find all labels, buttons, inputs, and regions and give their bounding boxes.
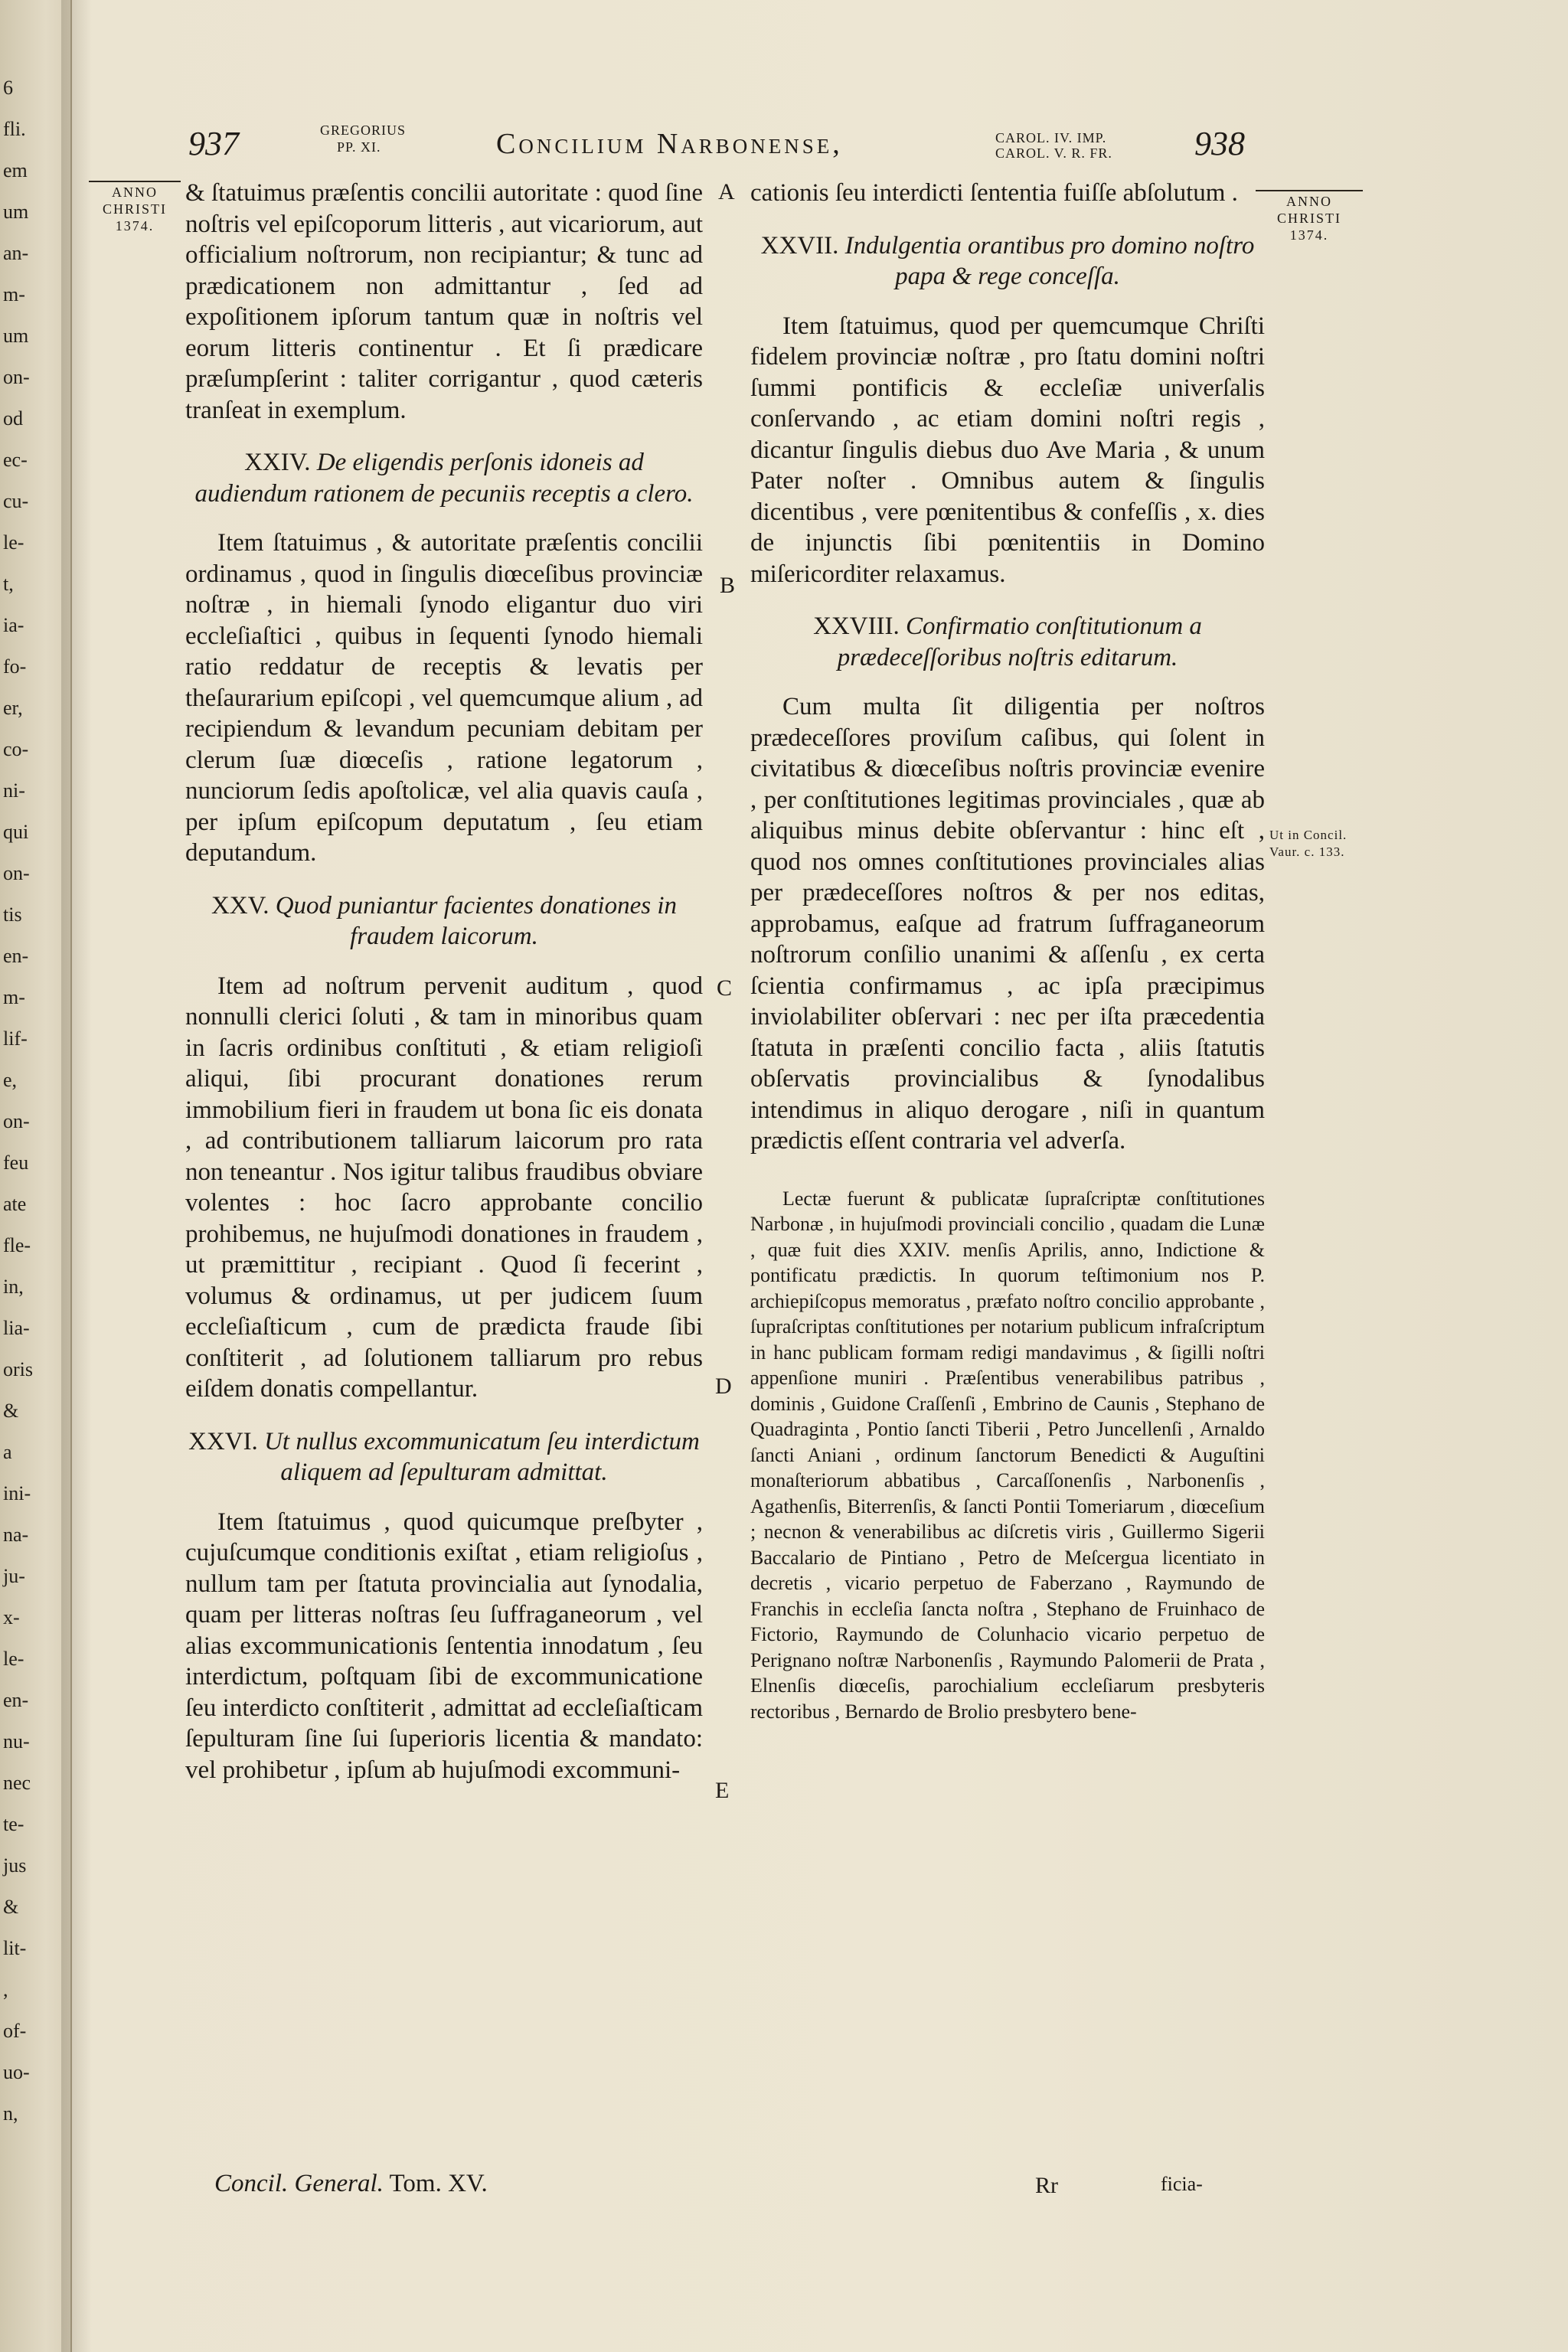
- facing-page-fragment: m-: [3, 283, 25, 305]
- header-emperor: CAROL. IV. IMP.: [995, 130, 1107, 145]
- anno-label: ANNO: [1286, 194, 1332, 209]
- facing-page-fragment: od: [3, 407, 23, 430]
- paragraph: Cum multa ſit diligentia per noſtros prædeceſſores proviſum caſibus, qui ſolent in civitatibus & diœceſibus noſtris provinciæ evenire , per conſtitutiones legitimas provinciales , quæ ab aliquibus minus debite obſervantur : hinc eſt , quod nos omnes conſtitutiones provinciales alias per prædeceſſores noſtros & per nos editas, approbamus, eaſque ad fratrum ſuffraganeorum noſtrorum conſilio unanimi & aſſenſu , ex certa ſcientia confirmamus , ac ipſa præcipimus inviolabiliter obſervari : nec per iſta præcedentia ſtatuta in præſenti concilio facta , aliis ſtatutis obſervatis provincialibus & ſynodalibus intendimus in aliquo derogare , niſi in quantum prædictis eſſent contraria vel adverſa.: [750, 693, 1265, 1155]
- facing-page-fragment: lit-: [3, 1937, 27, 1959]
- facing-page-fragment: x-: [3, 1606, 20, 1628]
- signature-mark: Rr: [1035, 2173, 1058, 2198]
- facing-page-fragment: nec: [3, 1772, 31, 1794]
- section-title: Ut nullus excommunicatum ſeu interdictum aliquem ad ſepulturam admittat.: [264, 1427, 700, 1486]
- year-label: 1374.: [115, 218, 155, 234]
- section-title: De eligendis perſonis idoneis ad audiendum rationem de pecuniis receptis a clero.: [194, 449, 694, 508]
- facing-page-fragment: &: [3, 1400, 19, 1422]
- section-marker-b: B: [720, 573, 736, 598]
- facing-page-fragment: en-: [3, 945, 29, 967]
- facing-page-fragment: lia-: [3, 1317, 30, 1339]
- facing-page-fragment: er,: [3, 697, 23, 719]
- facing-page-fragment: lif-: [3, 1027, 28, 1050]
- facing-page-fragment: e,: [3, 1069, 18, 1091]
- section-number: XXVII.: [760, 231, 839, 260]
- facing-page-fragment: ,: [3, 1978, 8, 2001]
- facing-page-fragment: um: [3, 325, 29, 347]
- paragraph: Item ad noſtrum pervenit auditum , quod nonnulli clerici ſoluti , & tam in minoribus quam in ſacris ordinibus conſtituti , & etiam religioſi aliqui, ſibi procurant donationes rerum immobilium fieri in fraudem ut bona ſic eis donata , ad contributionem talliarum laicorum pro rata non teneantur . Nos igitur talibus fraudibus obviare volentes : hoc ſacro approbante concilio prohibemus, ne hujuſmodi donationes in fraudem , ut præmittitur , recipiant . Quod ſi fecerint , volumus & ordinamus, ut per judicem ſuum eccleſiaſticum , cum de prædicta fraude ſibi conſtiterit , ad ſolutionem talliarum pro rebus eiſdem donatis compellantur.: [185, 972, 703, 1403]
- facing-page-fragment: le-: [3, 531, 24, 554]
- section-title: Indulgentia orantibus pro domino noſtro papa & rege conceſſa.: [844, 231, 1255, 290]
- section-heading-xxviii: [750, 611, 1265, 673]
- section-heading-xxv: [185, 890, 703, 952]
- section-marker-d: D: [715, 1374, 732, 1399]
- facing-page-fragment: in,: [3, 1276, 24, 1298]
- facing-page-fragment: feu: [3, 1152, 29, 1174]
- facing-page-fragment: cu-: [3, 490, 29, 512]
- closing-note: Lectæ fuerunt & publicatæ ſupraſcriptæ conſtitutiones Narbonæ , in hujuſmodi provinciali concilio , quadam die Lunæ , quæ fuit dies XXIV. menſis Aprilis, anno, Indictione & pontificatu prædictis. In quorum teſtimonium nos P. archiepiſcopus memoratus , præfato noſtro concilio approbante , ſupraſcriptas conſtitutiones per notarium publicum infraſcriptum in hanc publicam formam redigi mandavimus , & ſigilli noſtri appenſione muniri . Præſentibus venerabilibus patribus , dominis , Guidone Craſſenſi , Embrino de Caunis , Stephano de Quadraginta , Pontio ſancti Tiberii , Petro Juncellenſi , Arnaldo ſancti Aniani , ordinum ſanctorum Benedicti & Auguſtini monaſteriorum abbatibus , Carcaſſonenſis , Narbonenſis , Agathenſis, Biterrenſis, & ſancti Pontii Tomeriarum , diœceſium ; necnon & venerabilibus ac diſcretis viris , Guillermo Sigerii Baccalario de Pintiano , Petro de Meſcergua licentiato in decretis , vicario perpetuo de Faberzano , Raymundo de Franchis in eccleſia ſancta noſtra , Stephano de Fruinhaco de Fictorio, Raymundo de Colunhacio vicario perpetuo de Perignano noſtræ Narbonenſis , Raymundo Palomerii de Prata , Elnenſis diœceſis, parochialium eccleſiarum presbyteris rectoribus , Bernardo de Brolio presbytero bene-: [750, 1187, 1265, 1723]
- facing-page-fragment: en-: [3, 1689, 29, 1711]
- facing-page-fragment: ini-: [3, 1482, 31, 1504]
- year-label: 1374.: [1289, 227, 1329, 243]
- facing-page-fragment: te-: [3, 1813, 24, 1835]
- paragraph: Item ſtatuimus , & autoritate præſentis concilii ordinamus , quod in ſingulis diœceſibus provinciæ noſtræ , in hiemali ſynodo eligantur duo viri eccleſiaſtici , quibus in ſequenti ſynodo hiemali ratio reddatur de receptis & levatis per theſaurarium epiſcopi , vel quemcumque alium , ad recipiendum & levandum pecuniam debitam per clerum ſuæ diœceſis , ratione legatorum , nunciorum ſedis apoſtolicæ, vel alia quavis cauſa , per ipſum epiſcopum deputatum , ſeu etiam deputandum.: [185, 529, 703, 867]
- facing-page-fragment: nu-: [3, 1730, 30, 1753]
- facing-page-fragment: an-: [3, 242, 29, 264]
- facing-page-fragment: oris: [3, 1358, 33, 1380]
- facing-page-fragment: &: [3, 1896, 19, 1918]
- anno-christi-right: [1256, 190, 1363, 243]
- section-number: XXIV.: [244, 449, 311, 476]
- section-number: XXV.: [211, 891, 270, 920]
- facing-page-fragment: on-: [3, 366, 30, 388]
- facing-page-fragment: uo-: [3, 2061, 30, 2083]
- section-title: Confirmatio conſtitutionum a prædeceſſoribus noſtris editarum.: [837, 612, 1202, 671]
- paragraph: & ſtatuimus præſentis concilii autoritate : quod ſine noſtris vel epiſcoporum litteris , aut vicariorum, aut officialium noſtrorum, non recipiantur; & tunc ad prædicationem non admittantur , ſed ad expoſitionem ipſorum tantum quæ in noſtris vel eorum litteris continentur . Et ſi prædicare præſumpſerint : taliter corrigantur , quod cæteris tranſeat in exemplum.: [185, 179, 703, 424]
- facing-page-fragment: on-: [3, 862, 30, 884]
- facing-page-fragment: n,: [3, 2102, 18, 2125]
- folio-number-left: 937: [188, 125, 239, 162]
- facing-page-fragment: t,: [3, 573, 14, 595]
- section-marker-a: A: [718, 179, 735, 204]
- christi-label: CHRISTI: [102, 201, 167, 217]
- facing-page-fragment: ate: [3, 1193, 27, 1215]
- section-number: XXVIII.: [813, 612, 900, 640]
- cross-reference-note: [1269, 827, 1347, 861]
- anno-christi-left: [89, 181, 181, 234]
- section-marker-e: E: [715, 1778, 730, 1803]
- facing-page-fragment: fo-: [3, 655, 27, 678]
- cross-reference-line: Ut in Concil.: [1269, 828, 1348, 842]
- facing-page-fragment: m-: [3, 986, 25, 1008]
- section-marker-c: C: [717, 975, 733, 1001]
- section-heading-xxiv: [185, 447, 703, 509]
- facing-page-fragment: qui: [3, 821, 29, 843]
- section-heading-xxvi: [185, 1426, 703, 1488]
- facing-page-fragment: 6: [3, 77, 13, 99]
- facing-page-fragment: fle-: [3, 1234, 31, 1256]
- facing-page-fragment: ju-: [3, 1565, 25, 1587]
- running-title: Concilium Narbonense,: [496, 128, 843, 160]
- volume-footer: [214, 2170, 488, 2198]
- christi-label: CHRISTI: [1276, 211, 1341, 226]
- section-title: Quod puniantur facientes donationes in fraudem laicorum.: [275, 891, 678, 950]
- facing-page-fragment: a: [3, 1441, 12, 1463]
- facing-page-fragment: jus: [3, 1854, 27, 1877]
- right-column: [750, 178, 1265, 1724]
- facing-page-fragment: em: [3, 159, 28, 181]
- binding-shadow: [61, 0, 92, 2352]
- facing-page-fragment: ec-: [3, 449, 28, 471]
- section-number: XXVI.: [188, 1427, 258, 1455]
- facing-page-fragment: co-: [3, 738, 29, 760]
- facing-page-fragment: on-: [3, 1110, 30, 1132]
- paragraph: Item ſtatuimus , quod quicumque preſbyter , cujuſcumque conditionis exiſtat , etiam religioſus , nullum tam per ſtatuta provincialia aut ſynodalia, quam per litteras noſtras ſeu ſuffraganeorum , vel alias excommunicationis ſententia innodatum , ſeu interdictum, poſtquam ſibi de excommunicatione ſeu interdicto conſtiterit , admittat ad eccleſiaſticam ſepulturam ſine ſui ſuperioris licentia & mandato: vel prohibetur , ipſum ab hujuſmodi excommuni-: [185, 1508, 703, 1784]
- collection-title: Concil. General.: [214, 2170, 384, 2197]
- volume-number: Tom. XV.: [389, 2170, 488, 2197]
- facing-page-fragment: tis: [3, 903, 22, 926]
- header-pope-number: PP. XI.: [337, 139, 381, 155]
- facing-page-fragment: le-: [3, 1648, 24, 1670]
- folio-number-right: 938: [1194, 125, 1245, 162]
- catchword: ficia-: [1161, 2173, 1203, 2195]
- facing-page-fragment: of-: [3, 2020, 27, 2042]
- paragraph: Item ſtatuimus, quod per quemcumque Chriſti fidelem provinciæ noſtræ , pro ſtatu domini noſtri ſummi pontificis & eccleſiæ univerſalis conſervando , ac etiam domini noſtri regis , dicantur ſingulis diebus duo Ave Maria , & unum Pater noſter . Omnibus autem & ſingulis dicentibus , vere pœnitentibus & confeſſis , x. dies de injunctis ſibi pœnitentiis in Domino miſericorditer relaxamus.: [750, 312, 1265, 588]
- facing-page-fragment: na-: [3, 1524, 29, 1546]
- section-heading-xxvii: [750, 230, 1265, 292]
- facing-page-fragment: ni-: [3, 779, 25, 802]
- anno-label: ANNO: [112, 185, 158, 200]
- facing-page-fragment: ia-: [3, 614, 24, 636]
- paragraph: cationis ſeu interdicti ſententia fuiſſe abſolutum .: [750, 179, 1238, 207]
- header-pope-name: GREGORIUS: [320, 122, 407, 138]
- left-column: [185, 178, 703, 1785]
- facing-page-fragment: um: [3, 201, 29, 223]
- header-king: CAROL. V. R. FR.: [995, 145, 1112, 161]
- cross-reference-line: Vaur. c. 133.: [1269, 844, 1345, 859]
- facing-page-fragment: fli.: [3, 118, 26, 140]
